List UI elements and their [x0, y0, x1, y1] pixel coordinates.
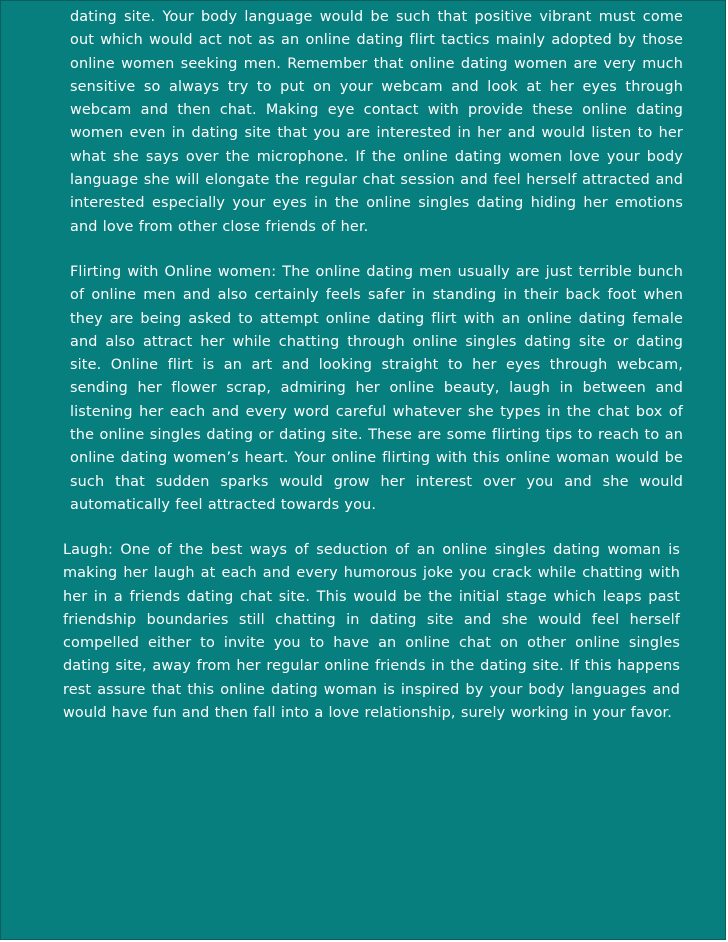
paragraph-flirting-with-online-women: Flirting with Online women: The online dating men usually are just terrible bunch of online men and also certainly feels safer in standing in their back foot when they are being asked to attempt online dating flirt with an online dating female and also attract her while chatting through online singles dating site or dating site. Online flirt is an art and looking straight to her eyes through webcam, sending her flower scrap, admiring her online beauty, laugh in between and listening her each and every word careful whatever she types in the chat box of the online singles dating or dating site. These are some flirting tips to reach to an online dating women’s heart. Your online flirting with this online woman would be such that sudden sparks would grow her interest over you and she would automatically feel attracted towards you.	[70, 264, 683, 513]
paragraph-body-language: dating site. Your body language would be such that positive vibrant must come out which would act not as an online dating flirt tactics mainly adopted by those online women seeking men. Remember that online dating women are very much sensitive so always try to put on your webcam and look at her eyes through webcam and then chat. Making eye contact with provide these online dating women even in dating site that you are interested in her and would listen to her what she says over the microphone. If the online dating women love your body language she will elongate the regular chat session and feel herself attracted and interested especially your eyes in the online singles dating hiding her emotions and love from other close friends of her.	[70, 9, 683, 235]
paragraph-laugh: Laugh: One of the best ways of seduction of an online singles dating woman is making her laugh at each and every humorous joke you crack while chatting with her in a friends dating chat site. This would be the initial stage which leaps past friendship boundaries still chatting in dating site and she would feel herself compelled either to invite you to have an online chat on other online singles dating site, away from her regular online friends in the dating site. If this happens rest assure that this online dating woman is inspired by your body languages and would have fun and then fall into a love relationship, surely working in your favor.	[63, 542, 680, 722]
